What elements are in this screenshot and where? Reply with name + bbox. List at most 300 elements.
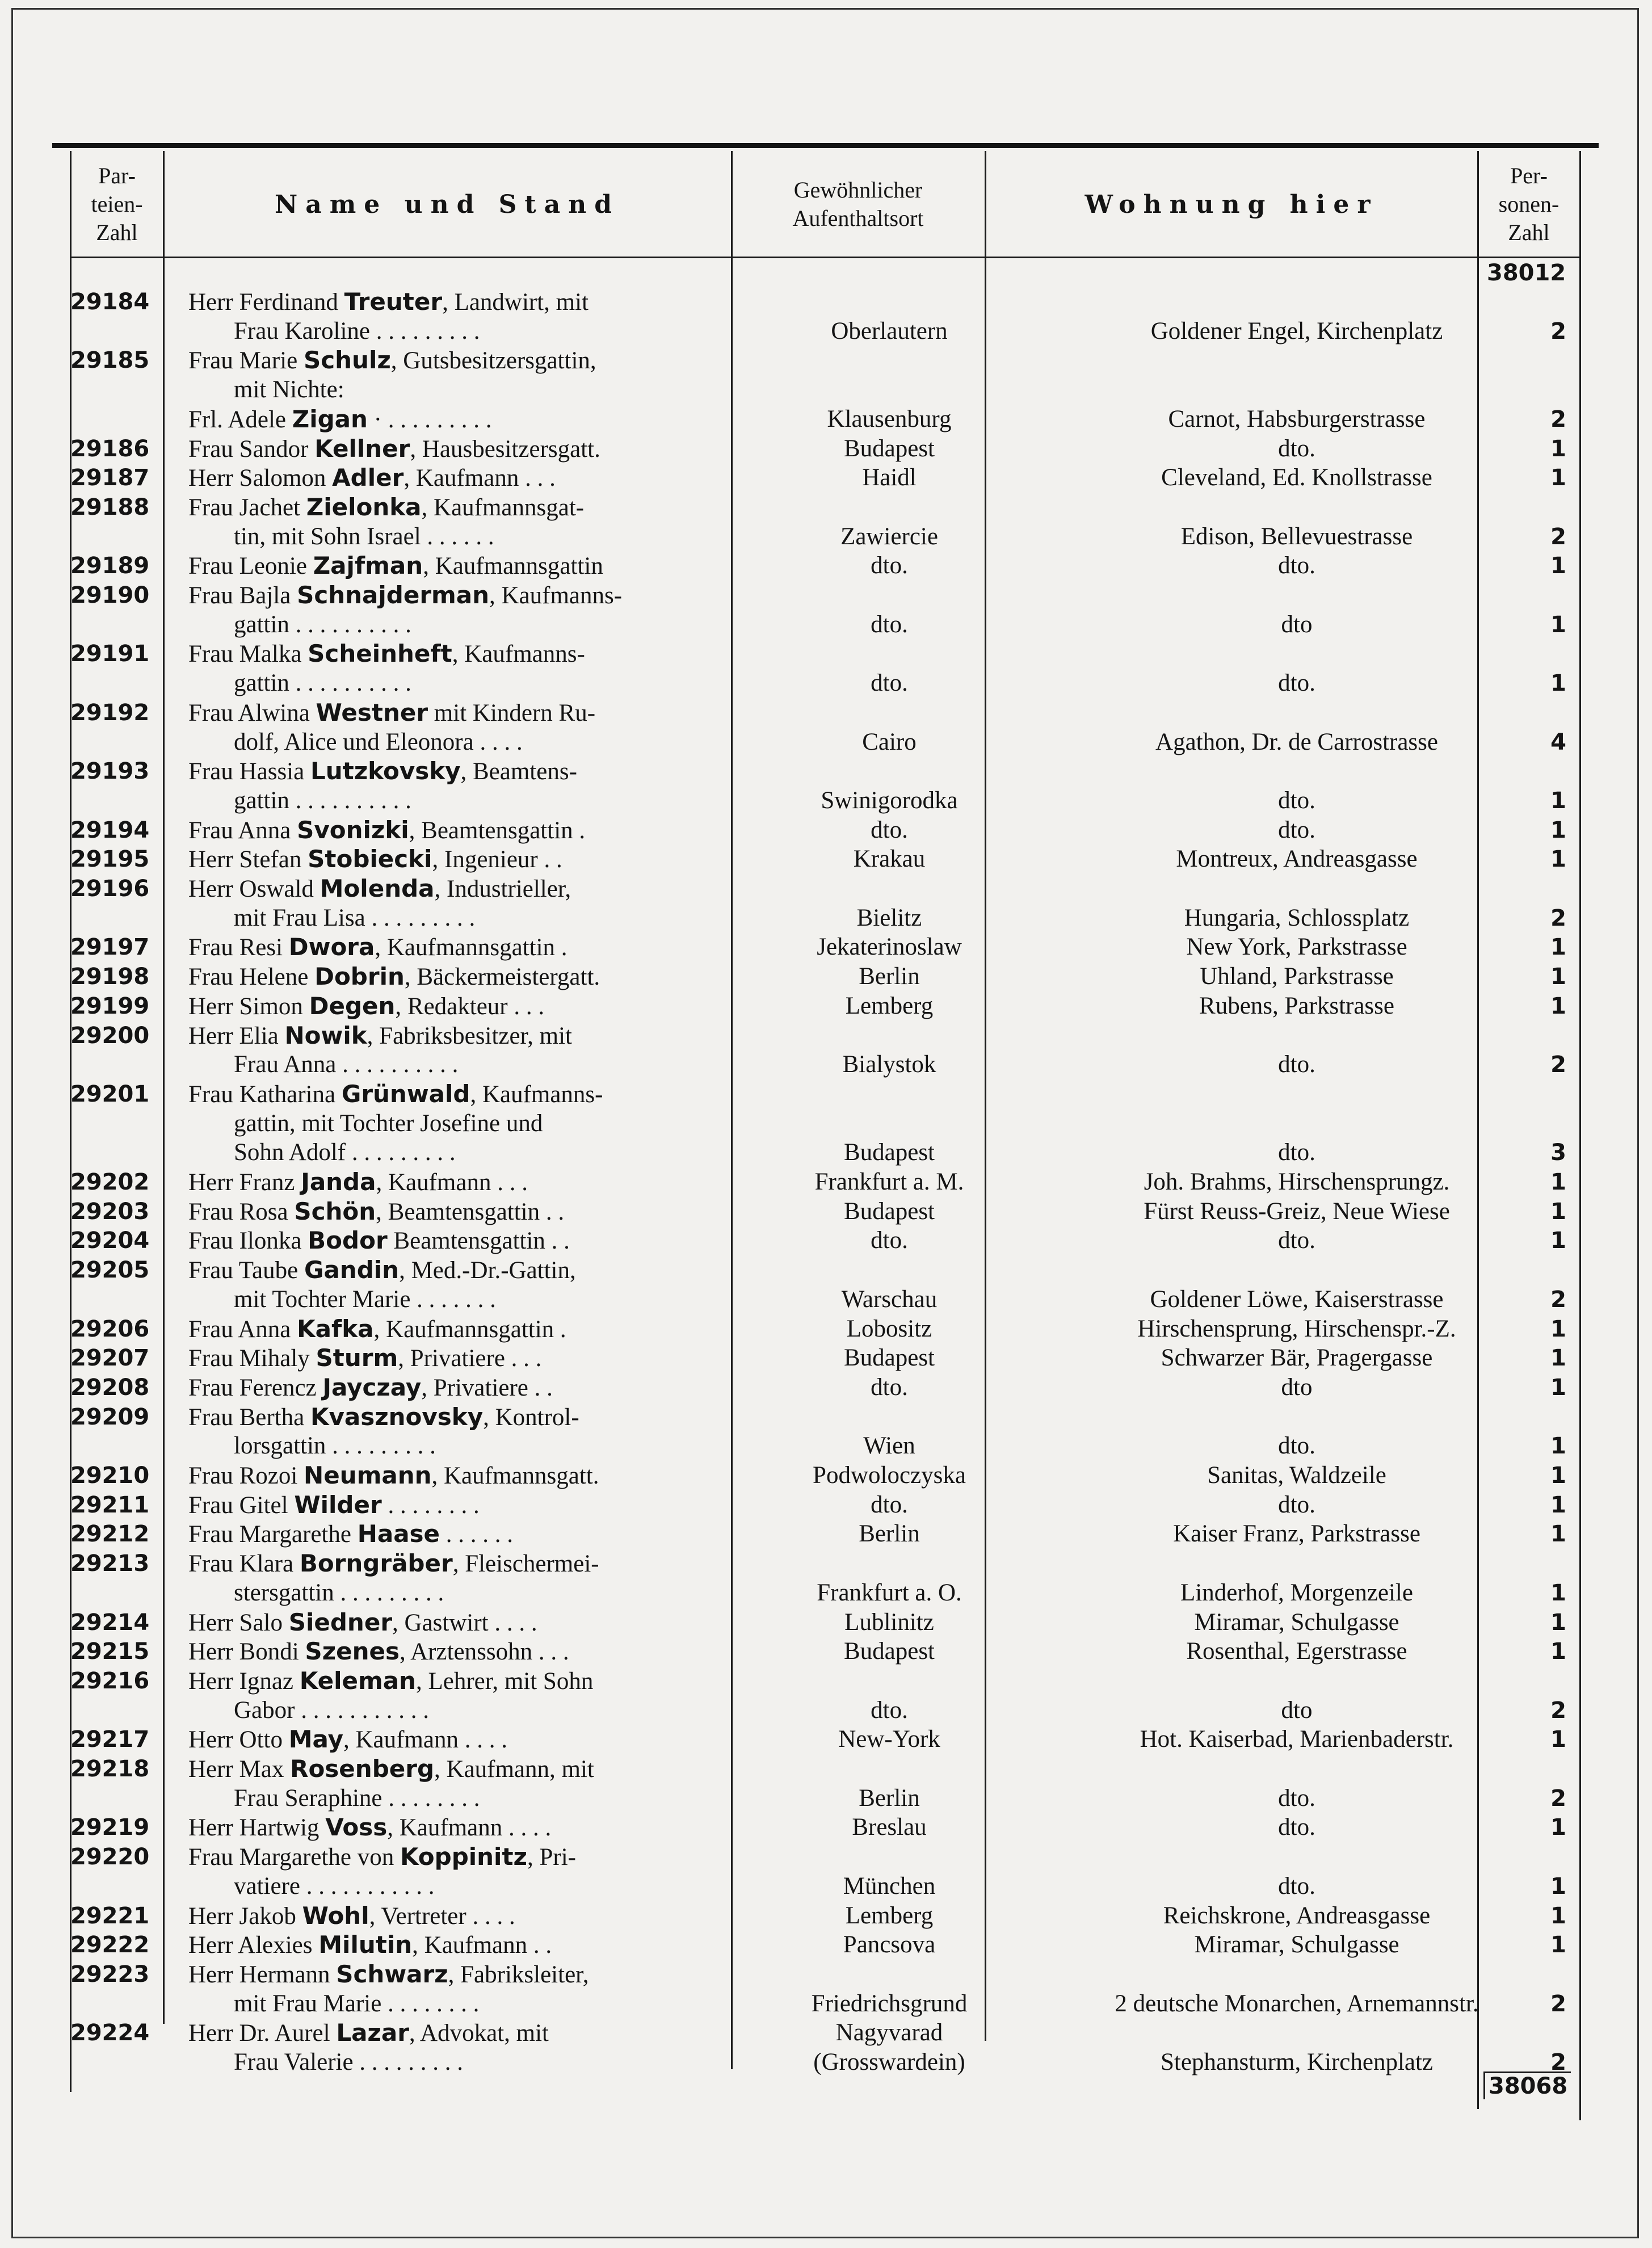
entry-name — [188, 1167, 790, 1197]
table-row — [68, 493, 1566, 522]
table-row — [68, 434, 1566, 464]
entry-name-continued: dolf, Alice und Eleonora . . . . — [234, 728, 523, 755]
person-count: 4 — [1550, 729, 1566, 755]
entry-name — [188, 405, 790, 435]
person-count: 2 — [1550, 1785, 1566, 1812]
person-count: 1 — [1550, 1638, 1566, 1665]
usual-residence: dto. — [871, 552, 908, 579]
usual-residence: Lublinitz — [844, 1608, 934, 1636]
entry-name-continued: mit Tochter Marie . . . . . . . — [234, 1285, 496, 1313]
party-number: 29194 — [70, 817, 150, 843]
table-row — [68, 1725, 1566, 1754]
entry-surname: Schulz — [304, 346, 391, 375]
table-row — [68, 1901, 1566, 1931]
usual-residence: dto. — [871, 1696, 908, 1724]
entry-title: Herr Simon — [188, 993, 309, 1020]
usual-residence: Bielitz — [856, 904, 922, 931]
lodging-here: New York, Parkstrasse — [1186, 934, 1407, 961]
entry-name — [188, 1637, 790, 1667]
entry-surname: Janda — [301, 1168, 376, 1196]
usual-residence: Frankfurt a. O. — [817, 1579, 962, 1606]
party-number: 29191 — [70, 641, 150, 667]
usual-residence: dto. — [871, 1227, 908, 1254]
entry-description: , Kaufmann . . . — [376, 1169, 528, 1196]
lodging-here: dto. — [1278, 1227, 1315, 1254]
table-row-continuation — [68, 1578, 1566, 1608]
table-row-continuation — [68, 1696, 1566, 1725]
lodging-here: dto. — [1278, 1491, 1315, 1518]
entry-surname: Schnajderman — [297, 581, 490, 609]
person-count: 3 — [1550, 1140, 1566, 1166]
person-count: 2 — [1550, 2049, 1566, 2075]
entry-name — [188, 1461, 790, 1491]
entry-name — [188, 1373, 790, 1403]
table-row — [68, 1637, 1566, 1666]
lodging-here: dto — [1281, 1696, 1313, 1724]
entry-surname: Stobiecki — [308, 845, 432, 873]
table-row — [68, 581, 1566, 610]
person-count: 1 — [1550, 1609, 1566, 1636]
header-person-count: Per- sonen- Zahl — [1498, 163, 1559, 245]
entry-title: Herr Salomon — [188, 465, 333, 492]
entry-surname: Scheinheft — [308, 640, 452, 668]
entry-title: Frau Bertha — [188, 1404, 310, 1431]
person-count: 2 — [1550, 406, 1566, 432]
entry-description: , Kaufmann . . . — [403, 465, 556, 492]
entry-name — [188, 816, 790, 846]
entry-surname: Kvasznovsky — [310, 1402, 484, 1431]
person-count: 1 — [1550, 1579, 1566, 1606]
entry-title: Herr Jakob — [188, 1902, 302, 1930]
entry-title: Herr Max — [188, 1756, 291, 1783]
lodging-here: Cleveland, Ed. Knollstrasse — [1161, 464, 1432, 491]
lodging-here: Hungaria, Schlossplatz — [1184, 904, 1410, 931]
usual-residence: Nagyvarad — [835, 2019, 943, 2047]
entry-description: · . . . . . . . . . — [367, 406, 492, 433]
usual-residence: Warschau — [841, 1285, 938, 1313]
entry-title: Frau Leonie — [188, 553, 313, 580]
party-number: 29195 — [70, 846, 150, 873]
entry-surname: Schön — [294, 1197, 376, 1225]
entry-description: , Kaufmannsgattin . — [375, 934, 568, 961]
person-count: 1 — [1550, 1316, 1566, 1342]
entry-name-continued: gattin . . . . . . . . . . — [234, 787, 411, 814]
usual-residence: Wien — [863, 1432, 915, 1460]
table-row — [68, 1813, 1566, 1842]
entry-surname: Adler — [332, 464, 404, 492]
header-top-rule — [52, 143, 1599, 148]
entry-description: , Gutsbesitzersgattin, — [390, 347, 596, 375]
entry-title: Frau Malka — [188, 641, 308, 668]
usual-residence: Berlin — [859, 1520, 920, 1548]
entry-name — [188, 1549, 790, 1579]
lodging-here: Hot. Kaiserbad, Marienbaderstr. — [1140, 1726, 1454, 1753]
lodging-here: dto. — [1278, 816, 1315, 843]
party-number: 29186 — [70, 435, 150, 462]
table-row-continuation — [68, 1431, 1566, 1461]
entry-name-continued: stersgattin . . . . . . . . . — [234, 1579, 444, 1606]
usual-residence: Swinigorodka — [821, 787, 958, 814]
usual-residence: Haidl — [862, 464, 917, 491]
person-count: 1 — [1550, 435, 1566, 462]
entry-description: , Beamtensgattin . . — [376, 1198, 565, 1225]
table-row — [68, 1519, 1566, 1549]
header-name-and-status: Name und Stand — [274, 190, 620, 219]
entry-description: . . . . . . — [440, 1521, 514, 1548]
entry-name — [188, 434, 790, 464]
entry-surname: Zajfman — [313, 552, 423, 580]
table-row-continuation — [68, 522, 1566, 552]
person-count: 2 — [1550, 318, 1566, 344]
entry-description: , Kaufmanns- — [452, 641, 585, 668]
entry-surname: Dobrin — [314, 963, 405, 991]
usual-residence: Berlin — [859, 963, 920, 990]
lodging-here: Goldener Engel, Kirchenplatz — [1150, 317, 1443, 344]
lodging-here: Kaiser Franz, Parkstrasse — [1173, 1520, 1420, 1548]
entry-description: , Kaufmannsgattin . — [373, 1316, 566, 1343]
lodging-here: dto. — [1278, 1784, 1315, 1812]
entry-name — [188, 1519, 790, 1549]
lodging-here: dto. — [1278, 1139, 1315, 1166]
party-number: 29197 — [70, 934, 150, 961]
entry-title: Frau Bajla — [188, 582, 297, 609]
party-number: 29189 — [70, 553, 150, 579]
entry-title: Herr Otto — [188, 1726, 289, 1754]
table-row — [68, 698, 1566, 728]
lodging-here: 2 deutsche Monarchen, Arnemannstr. — [1115, 1990, 1479, 2017]
table-row — [68, 1754, 1566, 1784]
entry-name — [188, 1079, 790, 1110]
party-number: 29207 — [70, 1345, 150, 1372]
party-number: 29203 — [70, 1198, 150, 1225]
entry-title: Frau Hassia — [188, 758, 310, 785]
person-count: 2 — [1550, 523, 1566, 550]
table-row — [68, 405, 1566, 434]
entry-name — [188, 1960, 790, 1990]
entry-name-continued: Frau Karoline . . . . . . . . . — [234, 317, 480, 344]
usual-residence: Oberlautern — [831, 317, 948, 344]
entry-description: , Kaufmannsgat- — [421, 494, 585, 521]
table-row — [68, 639, 1566, 669]
entry-name — [188, 1255, 790, 1285]
entry-surname: Lutzkovsky — [310, 757, 461, 785]
entry-surname: Bodor — [308, 1226, 388, 1255]
lodging-here: Rosenthal, Egerstrasse — [1186, 1638, 1407, 1665]
entry-description: , Bäckermeistergatt. — [404, 964, 600, 991]
lodging-here: dto. — [1278, 1872, 1315, 1900]
entry-name-continued: tin, mit Sohn Israel . . . . . . — [234, 523, 494, 550]
entry-surname: Haase — [357, 1520, 440, 1548]
lodging-here: Goldener Löwe, Kaiserstrasse — [1150, 1285, 1444, 1313]
entry-name — [188, 1402, 790, 1432]
entry-name — [188, 1608, 790, 1638]
table-row-continuation — [68, 904, 1566, 933]
entry-surname: Voss — [325, 1813, 388, 1842]
lodging-here: dto. — [1278, 1432, 1315, 1460]
entry-description: , Redakteur . . . — [395, 993, 545, 1020]
entry-description: , Arztenssohn . . . — [399, 1638, 569, 1666]
entry-surname: Siedner — [288, 1608, 393, 1636]
entry-name — [188, 1842, 790, 1872]
lodging-here: dto — [1281, 611, 1313, 638]
entry-name — [188, 1666, 790, 1696]
person-count: 1 — [1550, 1228, 1566, 1254]
entry-description: , Privatiere . . . — [398, 1345, 542, 1372]
party-number: 29196 — [70, 876, 150, 902]
table-row — [68, 346, 1566, 375]
lodging-here: Hirschensprung, Hirschenspr.-Z. — [1137, 1315, 1456, 1342]
entry-description: , Privatiere . . — [421, 1374, 553, 1401]
table-row — [68, 1373, 1566, 1402]
table-row — [68, 1314, 1566, 1344]
person-count: 1 — [1550, 1433, 1566, 1460]
entry-description: . . . . . . . . — [381, 1491, 480, 1519]
entry-name — [188, 2018, 790, 2048]
party-number: 29200 — [70, 1022, 150, 1049]
person-count: 1 — [1550, 670, 1566, 697]
table-row — [68, 1461, 1566, 1490]
entry-name-continued: mit Frau Lisa . . . . . . . . . — [234, 904, 476, 931]
entry-name-continued: Sohn Adolf . . . . . . . . . — [234, 1139, 456, 1166]
usual-residence: dto. — [871, 1373, 908, 1401]
usual-residence: dto. — [871, 670, 908, 697]
header-party-number: Par- teien- Zahl — [91, 163, 143, 245]
entry-description: , Kaufmannsgattin — [423, 553, 603, 580]
party-number: 29190 — [70, 582, 150, 608]
party-number: 29223 — [70, 1961, 150, 1988]
entry-name — [188, 874, 790, 904]
usual-residence: dto. — [871, 816, 908, 843]
entry-description: , Ingenieur . . — [432, 846, 562, 873]
usual-residence: München — [843, 1872, 936, 1900]
party-number: 29217 — [70, 1726, 150, 1753]
table-row — [68, 991, 1566, 1021]
entry-name-continued: Gabor . . . . . . . . . . . — [234, 1696, 429, 1724]
entry-name — [188, 962, 790, 992]
party-number: 29206 — [70, 1316, 150, 1342]
entry-description: , Kaufmann, mit — [434, 1756, 594, 1783]
usual-residence: Breslau — [852, 1814, 927, 1841]
lodging-here: Sanitas, Waldzeile — [1207, 1462, 1386, 1489]
usual-residence: Lemberg — [845, 992, 934, 1019]
entry-description: , Med.-Dr.-Gattin, — [399, 1257, 576, 1284]
entry-description: , Beamtens- — [460, 758, 577, 785]
table-row-continuation — [68, 317, 1566, 346]
entry-title: Frau Anna — [188, 1316, 297, 1343]
table-row — [68, 463, 1566, 493]
person-count: 2 — [1550, 1697, 1566, 1724]
usual-residence: New-York — [838, 1726, 940, 1753]
table-row — [68, 551, 1566, 581]
entry-name — [188, 698, 790, 728]
entry-surname: Molenda — [320, 875, 435, 902]
entry-title: Herr Dr. Aurel — [188, 2020, 337, 2047]
lodging-here: dto. — [1278, 1051, 1315, 1078]
person-count: 1 — [1550, 1198, 1566, 1225]
usual-residence: Bialystok — [842, 1051, 936, 1078]
party-number: 29188 — [70, 494, 150, 520]
person-count: 1 — [1550, 1902, 1566, 1929]
table-row-continuation — [68, 669, 1566, 698]
table-row-continuation — [68, 1872, 1566, 1901]
entry-description: , Kaufmannsgatt. — [431, 1463, 599, 1489]
table-row — [68, 1549, 1566, 1578]
party-number: 29219 — [70, 1814, 150, 1841]
entry-name — [188, 493, 790, 523]
usual-residence: Krakau — [853, 846, 926, 873]
entry-name — [188, 757, 790, 787]
entry-name — [188, 346, 790, 376]
entry-title: Frau Alwina — [188, 699, 316, 726]
table-row — [68, 816, 1566, 845]
entry-name — [188, 1197, 790, 1227]
entry-name — [188, 1490, 790, 1520]
table-row-continuation — [68, 1784, 1566, 1813]
table-row — [68, 1930, 1566, 1960]
entry-title: Herr Franz — [188, 1169, 301, 1196]
entry-surname: Wohl — [302, 1901, 369, 1930]
entry-description: , Advokat, mit — [409, 2020, 549, 2047]
party-number: 29198 — [70, 964, 150, 990]
table-row — [68, 1842, 1566, 1872]
entry-name — [188, 932, 790, 963]
usual-residence: Berlin — [859, 1784, 920, 1812]
person-count: 1 — [1550, 1169, 1566, 1195]
person-count: 1 — [1550, 787, 1566, 814]
lodging-here: Fürst Reuss-Greiz, Neue Wiese — [1144, 1197, 1450, 1225]
party-number: 29184 — [70, 289, 150, 315]
entry-surname: Zielonka — [306, 493, 422, 521]
entry-name-continued: gattin . . . . . . . . . . — [234, 670, 411, 697]
header-bottom-rule — [70, 257, 1579, 258]
lodging-here: dto. — [1278, 1814, 1315, 1841]
table-row — [68, 757, 1566, 786]
header-lodging-here: Wohnung hier — [1084, 190, 1378, 219]
person-count: 1 — [1550, 1726, 1566, 1753]
table-row — [68, 1960, 1566, 1989]
entry-name-continued: mit Frau Marie . . . . . . . . — [234, 1990, 480, 2017]
table-row-continuation — [68, 1109, 1566, 1138]
table-row — [68, 844, 1566, 874]
entry-title: Frau Mihaly — [188, 1345, 316, 1372]
entry-name — [188, 844, 790, 875]
entry-description: , Hausbesitzersgatt. — [410, 435, 600, 463]
entry-title: Frau Klara — [188, 1551, 300, 1578]
usual-residence: Pancsova — [843, 1931, 936, 1959]
entry-description: , Kaufmanns- — [489, 582, 623, 609]
entry-description: Beamtensgattin . . — [387, 1228, 570, 1255]
entry-name-continued: gattin . . . . . . . . . . — [234, 611, 411, 638]
entry-description: , Kaufmanns- — [470, 1081, 603, 1108]
lodging-here: dto. — [1278, 552, 1315, 579]
lodging-here: dto. — [1278, 670, 1315, 697]
lodging-here: Miramar, Schulgasse — [1194, 1608, 1399, 1636]
person-count: 1 — [1550, 553, 1566, 579]
party-number: 29199 — [70, 993, 150, 1019]
person-count: 2 — [1550, 1052, 1566, 1078]
entry-name-continued: gattin, mit Tochter Josefine und — [234, 1110, 543, 1137]
table-row-continuation — [68, 610, 1566, 640]
carry-over-total: 38012 — [1487, 260, 1566, 286]
entry-name — [188, 1813, 790, 1843]
table-row-continuation — [68, 786, 1566, 816]
entry-surname: Koppinitz — [400, 1843, 527, 1871]
table-row — [68, 1402, 1566, 1432]
person-count: 1 — [1550, 1491, 1566, 1518]
entry-description: , Kaufmann . . . . — [343, 1726, 507, 1754]
entry-title: Herr Bondi — [188, 1638, 305, 1666]
entry-surname: Degen — [309, 991, 396, 1020]
lodging-here: Uhland, Parkstrasse — [1200, 963, 1394, 990]
lodging-here: Miramar, Schulgasse — [1194, 1931, 1399, 1959]
person-count: 1 — [1550, 934, 1566, 961]
party-number: 29222 — [70, 1932, 150, 1959]
entry-name — [188, 1901, 790, 1931]
party-number: 29215 — [70, 1638, 150, 1665]
entry-name — [188, 463, 790, 493]
entry-name-continued: lorsgattin . . . . . . . . . — [234, 1432, 436, 1460]
person-count: 1 — [1550, 1814, 1566, 1841]
person-count: 1 — [1550, 1345, 1566, 1372]
entry-description: , Fleischermei- — [452, 1551, 599, 1578]
entry-surname: Jayczay — [322, 1373, 422, 1401]
lodging-here: dto. — [1278, 435, 1315, 462]
table-row — [68, 287, 1566, 317]
entry-surname: May — [288, 1725, 343, 1754]
table-row — [68, 1666, 1566, 1696]
entry-title: Herr Hartwig — [188, 1814, 326, 1842]
lodging-here: Stephansturm, Kirchenplatz — [1160, 2049, 1434, 2075]
entry-description: , Kaufmann . . . . — [387, 1814, 552, 1842]
party-number: 29214 — [70, 1609, 150, 1636]
entry-title: Herr Hermann — [188, 1961, 337, 1988]
entry-surname: Zigan — [292, 405, 368, 433]
usual-residence: dto. — [871, 1491, 908, 1518]
table-row — [68, 1608, 1566, 1637]
usual-residence: Cairo — [862, 728, 917, 755]
person-count: 1 — [1550, 611, 1566, 638]
party-number: 29221 — [70, 1902, 150, 1929]
table-row-continuation — [68, 1989, 1566, 2019]
entry-name — [188, 1725, 790, 1755]
table-row-continuation — [68, 1138, 1566, 1167]
entry-description: , Gastwirt . . . . — [392, 1609, 537, 1636]
party-number: 29212 — [70, 1521, 150, 1548]
lodging-here: Reichskrone, Andreasgasse — [1163, 1902, 1431, 1929]
entry-title: Frau Anna — [188, 817, 297, 844]
lodging-here: dto. — [1278, 787, 1315, 814]
entry-title: Herr Oswald — [188, 876, 320, 902]
entry-title: Frl. Adele — [188, 406, 292, 433]
entry-surname: Dwora — [288, 933, 375, 961]
entry-description: , Lehrer, mit Sohn — [415, 1667, 594, 1695]
entry-surname: Wilder — [294, 1490, 382, 1519]
header-usual-residence: Gewöhnlicher Aufenthaltsort — [792, 177, 924, 231]
entry-title: Frau Rozoi — [188, 1463, 304, 1489]
person-count: 1 — [1550, 846, 1566, 873]
entry-surname: Milutin — [318, 1931, 413, 1959]
entry-title: Frau Katharina — [188, 1081, 342, 1108]
entry-description: , Pri- — [527, 1844, 576, 1871]
entry-description: mit Kindern Ru- — [428, 699, 596, 726]
person-count: 1 — [1550, 964, 1566, 990]
usual-residence: Jekaterinoslaw — [817, 934, 962, 961]
table-row — [68, 962, 1566, 991]
entry-surname: Szenes — [305, 1637, 400, 1666]
entry-name-continued: vatiere . . . . . . . . . . . — [234, 1872, 435, 1900]
party-number: 29205 — [70, 1257, 150, 1284]
entry-description: , Fabriksbesitzer, mit — [367, 1022, 572, 1049]
